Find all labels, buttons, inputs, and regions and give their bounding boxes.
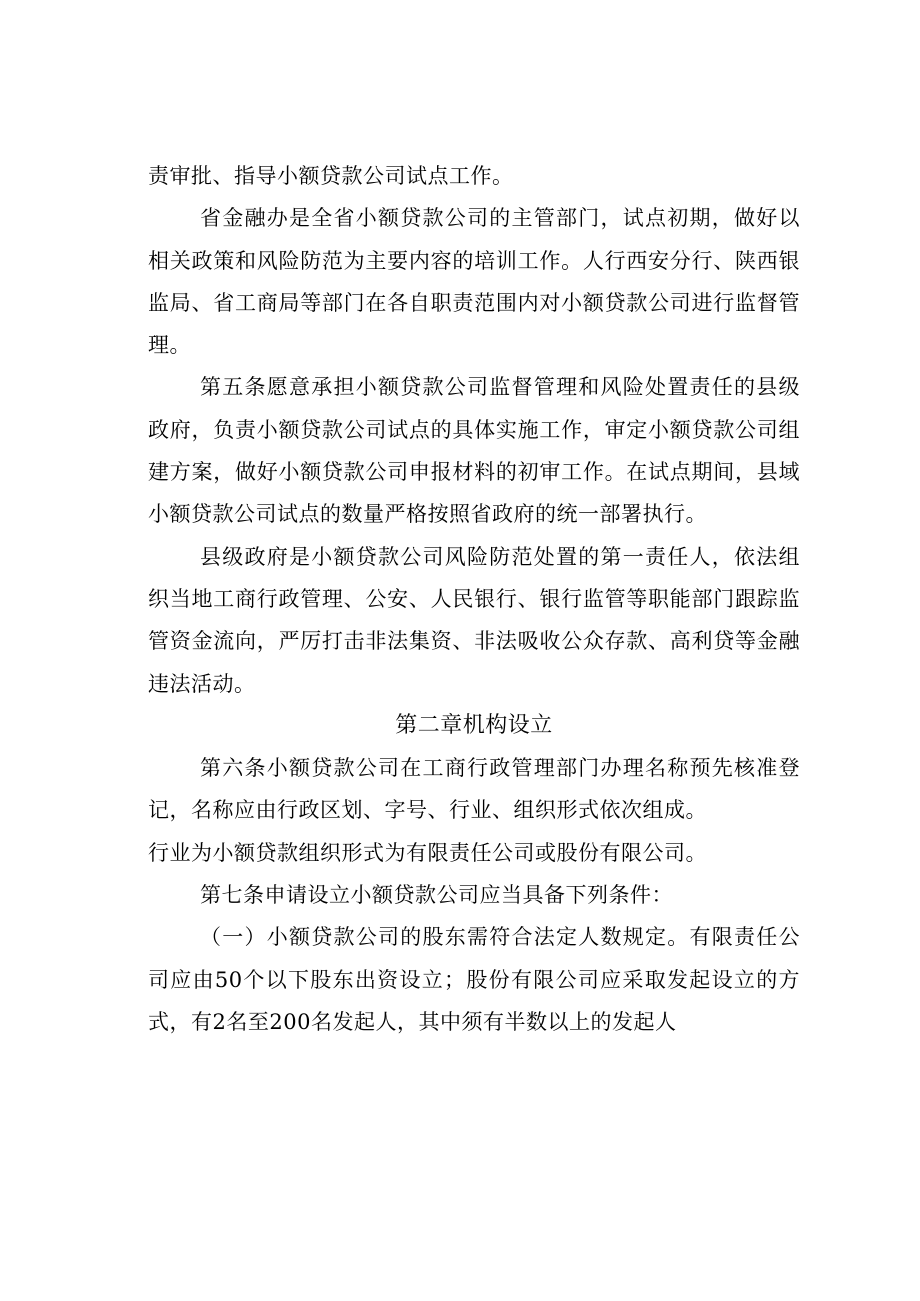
chapter-heading: 第二章机构设立	[395, 712, 553, 738]
paragraph-item-1: （一）小额贷款公司的股东需符合法定人数规定。有限责任公司应由50个以下股东出资设立；股份有限公司应采取发起设立的方式，有2名至200名发起人，其中须有半数以上的发起人	[148, 925, 800, 1034]
document-body	[148, 155, 800, 1043]
paragraph-article-7: 第七条申请设立小额贷款公司应当具备下列条件：	[200, 883, 673, 908]
paragraph-continuation: 责审批、指导小额贷款公司试点工作。	[148, 164, 514, 188]
paragraph-article-6: 第六条小额贷款公司在工商行政管理部门办理名称预先核准登记，名称应由行政区划、字号、行业、组织形式依次组成。	[148, 756, 800, 823]
paragraph-provincial-finance-office: 省金融办是全省小额贷款公司的主管部门，试点初期，做好以相关政策和风险防范为主要内容的培训工作。人行西安分行、陕西银监局、省工商局等部门在各自职责范围内对小额贷款公司进行监督管理。	[148, 206, 800, 358]
paragraph-industry-form: 行业为小额贷款组织形式为有限责任公司或股份有限公司。	[148, 840, 707, 865]
paragraph-article-5: 第五条愿意承担小额贷款公司监督管理和风险处置责任的县级政府，负责小额贷款公司试点的具体实施工作，审定小额贷款公司组建方案，做好小额贷款公司申报材料的初审工作。在试点期间，县域小额贷款公司试点的数量严格按照省政府的统一部署执行。	[148, 375, 800, 527]
paragraph-county-government: 县级政府是小额贷款公司风险防范处置的第一责任人，依法组织当地工商行政管理、公安、人民银行、银行监管等职能部门跟踪监管资金流向，严厉打击非法集资、非法吸收公众存款、高利贷等金融违法活动。	[148, 544, 800, 696]
